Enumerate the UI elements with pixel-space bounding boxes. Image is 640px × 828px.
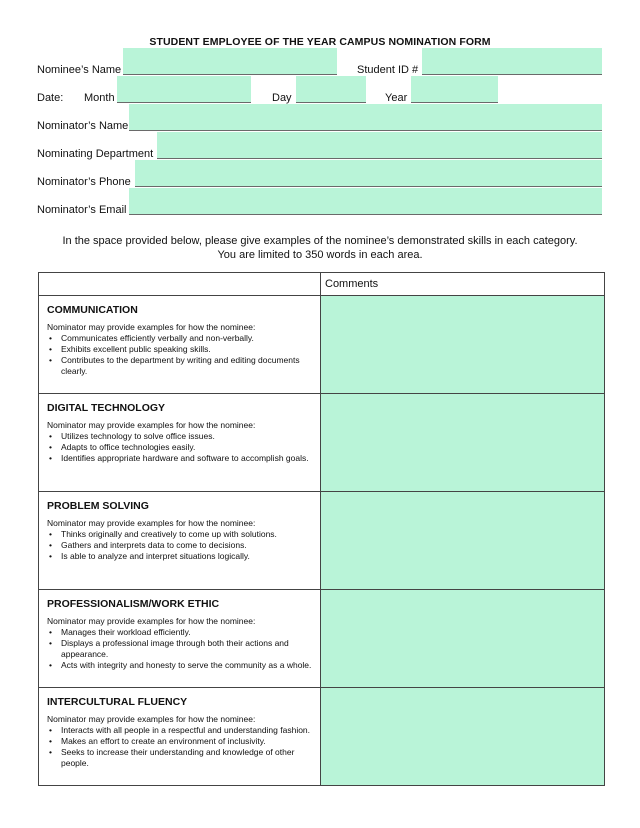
comments-field-intercultural-fluency[interactable] xyxy=(321,688,605,786)
category-intro: Nominator may provide examples for how the nominee: xyxy=(47,420,256,430)
bullet-list xyxy=(47,627,312,671)
table-row xyxy=(39,688,605,786)
bullet-list xyxy=(47,725,312,769)
form-title: STUDENT EMPLOYEE OF THE YEAR CAMPUS NOMINATION FORM xyxy=(149,36,491,48)
table-row xyxy=(39,296,605,394)
category-title: INTERCULTURAL FLUENCY xyxy=(47,696,188,708)
bullet-item: • Acts with integrity and honesty to serve the community as a whole. xyxy=(47,660,312,671)
nominee-name-label: Nominee’s Name xyxy=(37,64,122,76)
comments-field-communication[interactable] xyxy=(321,296,605,394)
instructions xyxy=(0,234,640,262)
student-id-label: Student ID # xyxy=(357,64,419,76)
comments-header: Comments xyxy=(321,273,605,296)
email-field[interactable] xyxy=(129,188,602,215)
category-intro: Nominator may provide examples for how the nominee: xyxy=(47,518,256,528)
bullet-item: • Makes an effort to create an environment of inclusivity. xyxy=(47,736,312,747)
bullet-item: • Gathers and interprets data to come to decisions. xyxy=(47,540,312,551)
comments-field-digital-technology[interactable] xyxy=(321,394,605,492)
category-communication xyxy=(39,296,321,394)
table-row xyxy=(39,590,605,688)
department-field[interactable] xyxy=(157,132,602,159)
day-field[interactable] xyxy=(296,76,366,103)
category-intercultural-fluency xyxy=(39,688,321,786)
category-title: PROBLEM SOLVING xyxy=(47,500,149,512)
bullet-item: • Communicates efficiently verbally and non-verbally. xyxy=(47,333,312,344)
category-digital-technology xyxy=(39,394,321,492)
nominee-name-field[interactable] xyxy=(123,48,337,75)
bullet-item: • Adapts to office technologies easily. xyxy=(47,442,312,453)
bullet-list xyxy=(47,529,312,562)
category-professionalism xyxy=(39,590,321,688)
month-label: Month xyxy=(84,92,115,104)
comments-field-professionalism[interactable] xyxy=(321,590,605,688)
year-label: Year xyxy=(385,92,408,104)
bullet-item: • Thinks originally and creatively to come up with solutions. xyxy=(47,529,312,540)
date-label: Date: xyxy=(37,92,64,104)
nominator-name-field[interactable] xyxy=(129,104,602,131)
header-empty-cell xyxy=(39,273,321,296)
bullet-item: • Interacts with all people in a respectful and understanding fashion. xyxy=(47,725,312,736)
comments-field-problem-solving[interactable] xyxy=(321,492,605,590)
student-id-field[interactable] xyxy=(422,48,602,75)
instructions-line-2: You are limited to 350 words in each area. xyxy=(217,249,423,261)
bullet-list xyxy=(47,333,312,377)
table-header-row xyxy=(39,273,605,296)
bullet-item: • Contributes to the department by writing and editing documents clearly. xyxy=(47,355,312,377)
bullet-item: • Seeks to increase their understanding and knowledge of other people. xyxy=(47,747,312,769)
instructions-line-1: In the space provided below, please give examples of the nominee’s demonstrated skills in each category. xyxy=(62,235,578,247)
bullet-item: • Is able to analyze and interpret situations logically. xyxy=(47,551,312,562)
category-problem-solving xyxy=(39,492,321,590)
category-intro: Nominator may provide examples for how the nominee: xyxy=(47,322,256,332)
category-title: DIGITAL TECHNOLOGY xyxy=(47,402,166,414)
category-intro: Nominator may provide examples for how the nominee: xyxy=(47,714,256,724)
year-field[interactable] xyxy=(411,76,498,103)
month-field[interactable] xyxy=(117,76,251,103)
category-intro: Nominator may provide examples for how the nominee: xyxy=(47,616,256,626)
bullet-list xyxy=(47,431,312,464)
email-label: Nominator’s Email xyxy=(37,204,127,216)
bullet-item: • Identifies appropriate hardware and software to accomplish goals. xyxy=(47,453,312,464)
phone-label: Nominator’s Phone xyxy=(37,176,131,188)
day-label: Day xyxy=(272,92,292,104)
bullet-item: • Exhibits excellent public speaking skills. xyxy=(47,344,312,355)
bullet-item: • Displays a professional image through both their actions and appearance. xyxy=(47,638,312,660)
table-row xyxy=(39,492,605,590)
phone-field[interactable] xyxy=(135,160,602,187)
bullet-item: • Manages their workload efficiently. xyxy=(47,627,312,638)
skills-table xyxy=(38,272,605,786)
category-title: COMMUNICATION xyxy=(47,304,138,316)
table-row xyxy=(39,394,605,492)
nominator-name-label: Nominator’s Name xyxy=(37,120,129,132)
department-label: Nominating Department xyxy=(37,148,154,160)
bullet-item: • Utilizes technology to solve office issues. xyxy=(47,431,312,442)
category-title: PROFESSIONALISM/WORK ETHIC xyxy=(47,598,220,610)
